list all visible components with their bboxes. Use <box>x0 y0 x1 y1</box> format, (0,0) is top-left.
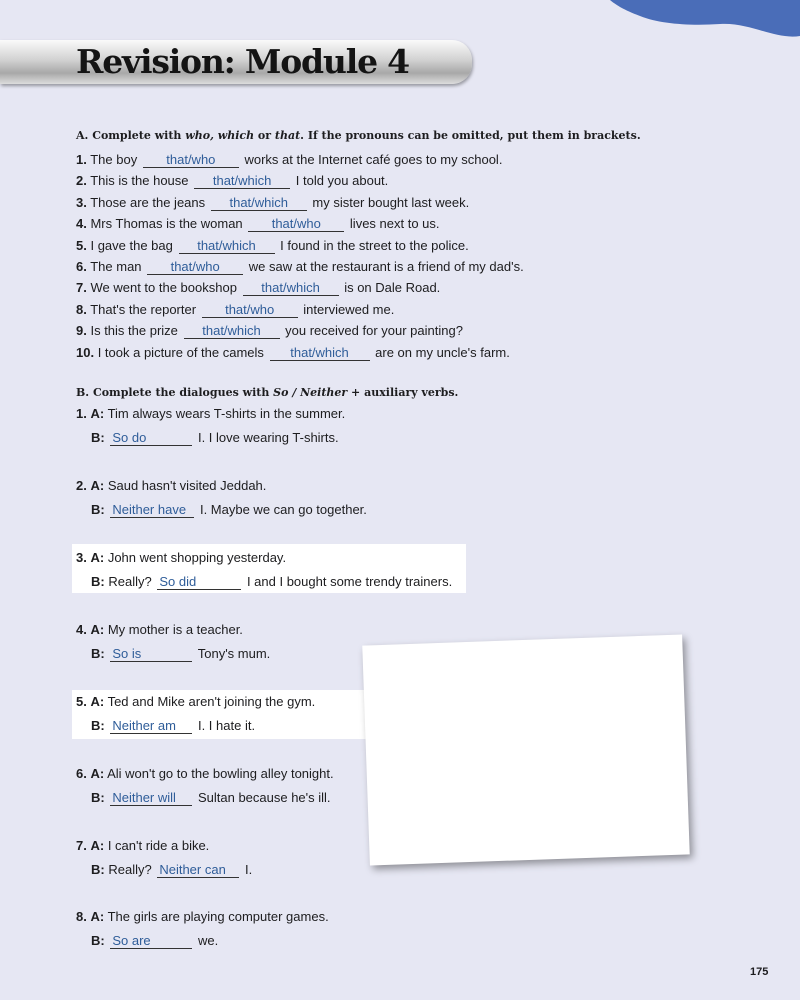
speaker-a-text: I can't ride a bike. <box>107 838 210 853</box>
instruction-text: + auxiliary verbs. <box>347 386 459 399</box>
dialogue-a-line <box>76 548 286 568</box>
item-number: 10. <box>76 344 95 360</box>
speaker-b-label: B: <box>91 430 105 445</box>
instruction-text: or <box>254 129 275 142</box>
speaker-a-label: A: <box>90 909 105 924</box>
answer-blank[interactable]: So is <box>110 646 192 662</box>
speaker-a-text: Saud hasn't visited Jeddah. <box>107 478 267 493</box>
speaker-a-text: My mother is a teacher. <box>107 622 243 637</box>
answer-blank[interactable]: Neither am <box>110 718 192 734</box>
instruction-emphasis: So / Neither <box>273 386 348 399</box>
item-number: 2. <box>76 173 87 189</box>
speaker-a-text: Tim always wears T-shirts in the summer. <box>107 406 346 421</box>
dialogue-a-line <box>76 692 315 712</box>
item-text-before: I gave the bag <box>90 237 173 253</box>
item-text-after: lives next to us. <box>349 216 440 232</box>
dialogue-number: 1. <box>76 406 87 421</box>
exercise-a-item <box>76 257 524 277</box>
item-number: 1. <box>76 152 87 167</box>
instruction-text: . If the pronouns can be omitted, put them in brackets. <box>300 129 641 142</box>
speaker-b-label: B: <box>91 502 105 517</box>
answer-blank[interactable]: that/which <box>270 345 370 361</box>
item-text-after: interviewed me. <box>303 301 395 317</box>
item-text-after: you received for your painting? <box>285 323 463 339</box>
answer-blank[interactable]: that/who <box>147 259 243 275</box>
dialogue-b-line <box>91 572 452 592</box>
speaker-a-label: A: <box>90 406 105 421</box>
exercise-a-item <box>76 343 510 363</box>
speaker-a-text: John went shopping yesterday. <box>107 550 287 565</box>
speaker-b-label: B: <box>91 574 105 589</box>
speaker-b-label: B: <box>91 933 105 948</box>
dialogue-b-line <box>91 428 339 448</box>
answer-blank[interactable]: Neither will <box>110 790 192 806</box>
item-number: 5. <box>76 237 87 253</box>
item-number: 8. <box>76 301 87 317</box>
speaker-a-label: A: <box>90 694 105 709</box>
instruction-text: B. Complete the dialogues with <box>76 386 274 399</box>
item-number: 9. <box>76 323 87 339</box>
speaker-b-text-after: I. Maybe we can go together. <box>199 502 367 517</box>
dialogue-a-line <box>76 476 266 496</box>
exercise-a-item <box>76 150 502 170</box>
page-title: Revision: Module 4 <box>76 42 409 81</box>
exercise-a-item <box>76 278 440 298</box>
item-text-before: Is this the prize <box>90 323 178 339</box>
answer-blank[interactable]: Neither have <box>110 502 194 518</box>
answer-blank[interactable]: that/which <box>179 238 275 254</box>
dialogue-number: 4. <box>76 622 87 637</box>
speaker-a-label: A: <box>90 838 105 853</box>
speaker-b-label: B: <box>91 646 105 661</box>
answer-blank[interactable]: So did <box>157 574 241 590</box>
dialogue-number: 7. <box>76 838 87 853</box>
speaker-a-label: A: <box>90 766 105 781</box>
item-text-before: Mrs Thomas is the woman <box>90 216 243 232</box>
item-text-before: Those are the jeans <box>90 194 206 210</box>
dialogue-b-line <box>91 788 331 808</box>
item-number: 7. <box>76 280 87 296</box>
speaker-a-label: A: <box>90 622 105 637</box>
item-text-before: This is the house <box>90 173 189 189</box>
item-text-before: The boy <box>90 152 138 167</box>
item-number: 3. <box>76 194 87 210</box>
instruction-emphasis: that <box>274 129 301 142</box>
dialogue-b-line <box>91 644 270 664</box>
speaker-a-label: A: <box>90 478 105 493</box>
exercise-a-item <box>76 236 469 256</box>
section-b-instruction <box>76 386 458 399</box>
dialogue-b-line <box>91 860 252 880</box>
speaker-b-text-before: Really? <box>108 574 152 589</box>
speaker-b-text-after: Tony's mum. <box>197 646 271 661</box>
speaker-b-label: B: <box>91 790 105 805</box>
item-text-after: are on my uncle's farm. <box>375 344 510 360</box>
speaker-b-text-after: I. I hate it. <box>197 718 256 733</box>
item-number: 4. <box>76 216 87 232</box>
dialogue-number: 3. <box>76 550 87 565</box>
exercise-a-item <box>76 193 469 213</box>
speaker-b-text-after: we. <box>197 933 219 948</box>
answer-blank[interactable]: that/which <box>194 173 290 189</box>
answer-blank[interactable]: that/which <box>184 323 280 339</box>
item-text-after: I found in the street to the police. <box>280 237 469 253</box>
answer-blank[interactable]: that/who <box>202 302 298 318</box>
speaker-b-text-before: Really? <box>108 862 152 877</box>
answer-blank[interactable]: So do <box>110 430 192 446</box>
instruction-text: A. Complete with <box>76 129 186 142</box>
dialogue-a-line <box>76 764 334 784</box>
answer-blank[interactable]: that/which <box>243 280 339 296</box>
item-text-before: We went to the bookshop <box>90 280 237 296</box>
speaker-b-text-after: Sultan because he's ill. <box>197 790 331 805</box>
dialogue-number: 2. <box>76 478 87 493</box>
speaker-b-text-after: I and I bought some trendy trainers. <box>246 574 453 589</box>
page-number: 175 <box>750 966 769 978</box>
corner-blob-decoration <box>610 0 800 40</box>
exercise-a-item <box>76 214 440 234</box>
exercise-a-item <box>76 300 394 320</box>
dialogue-b-line <box>91 931 218 951</box>
answer-blank[interactable]: Neither can <box>157 862 239 878</box>
dialogue-number: 5. <box>76 694 87 709</box>
item-text-after: we saw at the restaurant is a friend of my dad's. <box>248 259 524 274</box>
speaker-b-label: B: <box>91 718 105 733</box>
speaker-a-text: Ted and Mike aren't joining the gym. <box>107 694 316 709</box>
item-text-before: I took a picture of the camels <box>97 344 264 360</box>
dialogue-number: 6. <box>76 766 87 781</box>
blank-photo-card <box>362 634 689 865</box>
item-text-after: I told you about. <box>295 173 389 189</box>
item-text-before: The man <box>90 259 142 274</box>
exercise-a-item <box>76 321 463 341</box>
answer-blank[interactable]: that/which <box>211 195 307 211</box>
dialogue-a-line <box>76 907 329 927</box>
item-text-after: my sister bought last week. <box>312 194 470 210</box>
section-a-instruction <box>76 129 641 142</box>
speaker-a-text: Ali won't go to the bowling alley tonight. <box>107 766 334 781</box>
dialogue-number: 8. <box>76 909 87 924</box>
dialogue-b-line <box>91 716 255 736</box>
speaker-a-text: The girls are playing computer games. <box>107 909 329 924</box>
speaker-b-label: B: <box>91 862 105 877</box>
speaker-b-text-after: I. <box>244 862 253 877</box>
speaker-a-label: A: <box>90 550 105 565</box>
dialogue-a-line <box>76 404 345 424</box>
answer-blank[interactable]: that/who <box>143 152 239 168</box>
item-number: 6. <box>76 259 87 274</box>
item-text-after: works at the Internet café goes to my school. <box>244 152 503 167</box>
exercise-a-item <box>76 171 388 191</box>
instruction-emphasis: who, which <box>185 129 255 142</box>
item-text-before: That's the reporter <box>90 301 197 317</box>
dialogue-a-line <box>76 836 209 856</box>
speaker-b-text-after: I. I love wearing T-shirts. <box>197 430 339 445</box>
dialogue-b-line <box>91 500 367 520</box>
dialogue-a-line <box>76 620 243 640</box>
answer-blank[interactable]: So are <box>110 933 192 949</box>
item-text-after: is on Dale Road. <box>344 280 441 296</box>
answer-blank[interactable]: that/who <box>248 216 344 232</box>
